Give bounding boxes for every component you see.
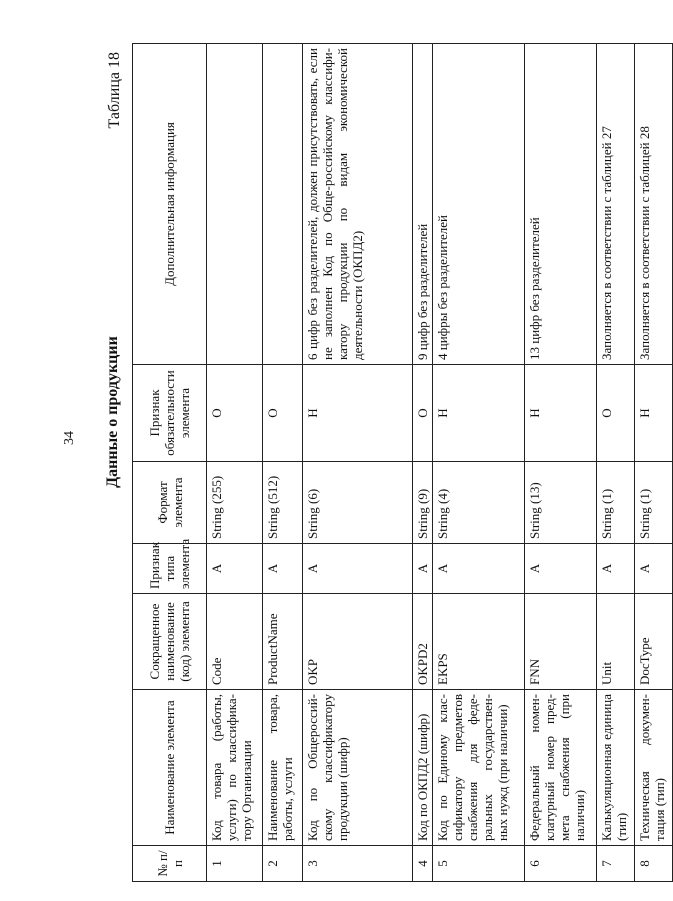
element-type: А bbox=[413, 544, 433, 594]
element-required: Н bbox=[303, 365, 413, 462]
element-code: ProductName bbox=[263, 594, 303, 690]
row-number: 8 bbox=[635, 846, 673, 882]
element-format: String (255) bbox=[207, 462, 263, 544]
element-type: А bbox=[263, 544, 303, 594]
row-number: 2 bbox=[263, 846, 303, 882]
element-info: 9 цифр без разделителей bbox=[413, 44, 433, 365]
row-number: 4 bbox=[413, 846, 433, 882]
column-header-format: Формат элемента bbox=[133, 462, 207, 544]
column-header-type: Признак типа элемента bbox=[133, 544, 207, 594]
element-required: О bbox=[263, 365, 303, 462]
row-number: 6 bbox=[525, 846, 597, 882]
element-info: 6 цифр без разделителей, должен присутствовать, если не заполнен Код по Обще-российскому классифи-катору продукции по видам экономической деятельности (ОКПД2) bbox=[303, 44, 413, 365]
element-code: DocType bbox=[635, 594, 673, 690]
element-code: EKPS bbox=[433, 594, 525, 690]
element-format: String (512) bbox=[263, 462, 303, 544]
element-type: А bbox=[303, 544, 413, 594]
element-format: String (6) bbox=[303, 462, 413, 544]
element-required: О bbox=[413, 365, 433, 462]
element-format: String (9) bbox=[413, 462, 433, 544]
table-row bbox=[413, 44, 433, 882]
element-info bbox=[263, 44, 303, 365]
element-format: String (1) bbox=[597, 462, 635, 544]
element-info bbox=[207, 44, 263, 365]
element-info: 13 цифр без разделителей bbox=[525, 44, 597, 365]
column-header-element-code: Сокращенное наименование (код) элемента bbox=[133, 594, 207, 690]
table-row bbox=[303, 44, 413, 882]
element-name: Наименование товара, работы, услуги bbox=[263, 690, 303, 846]
table-row bbox=[207, 44, 263, 882]
table-row bbox=[263, 44, 303, 882]
element-name: Калькуляционная единица (тип) bbox=[597, 690, 635, 846]
table-heading: Данные о продукции bbox=[104, 336, 121, 488]
table-header-row bbox=[133, 44, 207, 882]
table-caption: Таблица 18 bbox=[106, 52, 123, 129]
element-info: 4 цифры без разделителей bbox=[433, 44, 525, 365]
row-number: 7 bbox=[597, 846, 635, 882]
element-required: Н bbox=[525, 365, 597, 462]
element-type: А bbox=[433, 544, 525, 594]
element-code: Code bbox=[207, 594, 263, 690]
element-name-text: Код по ОКПД2 (шифр) bbox=[415, 713, 430, 841]
element-name: Техническая докумен-тация (тип) bbox=[635, 690, 673, 846]
column-header-number: № п/п bbox=[133, 846, 207, 882]
element-code: OKP bbox=[303, 594, 413, 690]
table-row bbox=[525, 44, 597, 882]
element-required: Н bbox=[433, 365, 525, 462]
element-code: FNN bbox=[525, 594, 597, 690]
element-type: А bbox=[207, 544, 263, 594]
element-type: А bbox=[597, 544, 635, 594]
rotated-page-content bbox=[52, 42, 667, 882]
row-number: 1 bbox=[207, 846, 263, 882]
element-code: OKPD2 bbox=[413, 594, 433, 690]
element-format: String (1) bbox=[635, 462, 673, 544]
element-required: О bbox=[207, 365, 263, 462]
row-number: 3 bbox=[303, 846, 413, 882]
element-name bbox=[413, 690, 433, 846]
table-row bbox=[433, 44, 525, 882]
element-name: Федеральный номен-клатурный номер пред-мета снабжения (при наличии) bbox=[525, 690, 597, 846]
element-format: String (13) bbox=[525, 462, 597, 544]
element-info: Заполняется в соответствии с таблицей 28 bbox=[635, 44, 673, 365]
column-header-info: Дополнительная информация bbox=[133, 44, 207, 365]
table-row bbox=[597, 44, 635, 882]
element-name: Код по Общероссий-скому классификатору продукции (шифр) bbox=[303, 690, 413, 846]
element-info: Заполняется в соответствии с таблицей 27 bbox=[597, 44, 635, 365]
element-format: String (4) bbox=[433, 462, 525, 544]
element-required: О bbox=[597, 365, 635, 462]
column-header-element-name: Наименование элемента bbox=[133, 690, 207, 846]
element-type: А bbox=[635, 544, 673, 594]
page-number: 34 bbox=[62, 431, 77, 445]
column-header-required: Признак обязательности элемента bbox=[133, 365, 207, 462]
table-row bbox=[635, 44, 673, 882]
element-name: Код по Единому клас-сификатору предметов снабжения для феде-ральных государствен-ных нужд (при наличии) bbox=[433, 690, 525, 846]
element-code: Unit bbox=[597, 594, 635, 690]
element-name: Код товара (работы, услуги) по классифика-тору Организации bbox=[207, 690, 263, 846]
element-type: А bbox=[525, 544, 597, 594]
element-required: Н bbox=[635, 365, 673, 462]
row-number: 5 bbox=[433, 846, 525, 882]
product-data-table bbox=[132, 43, 673, 882]
